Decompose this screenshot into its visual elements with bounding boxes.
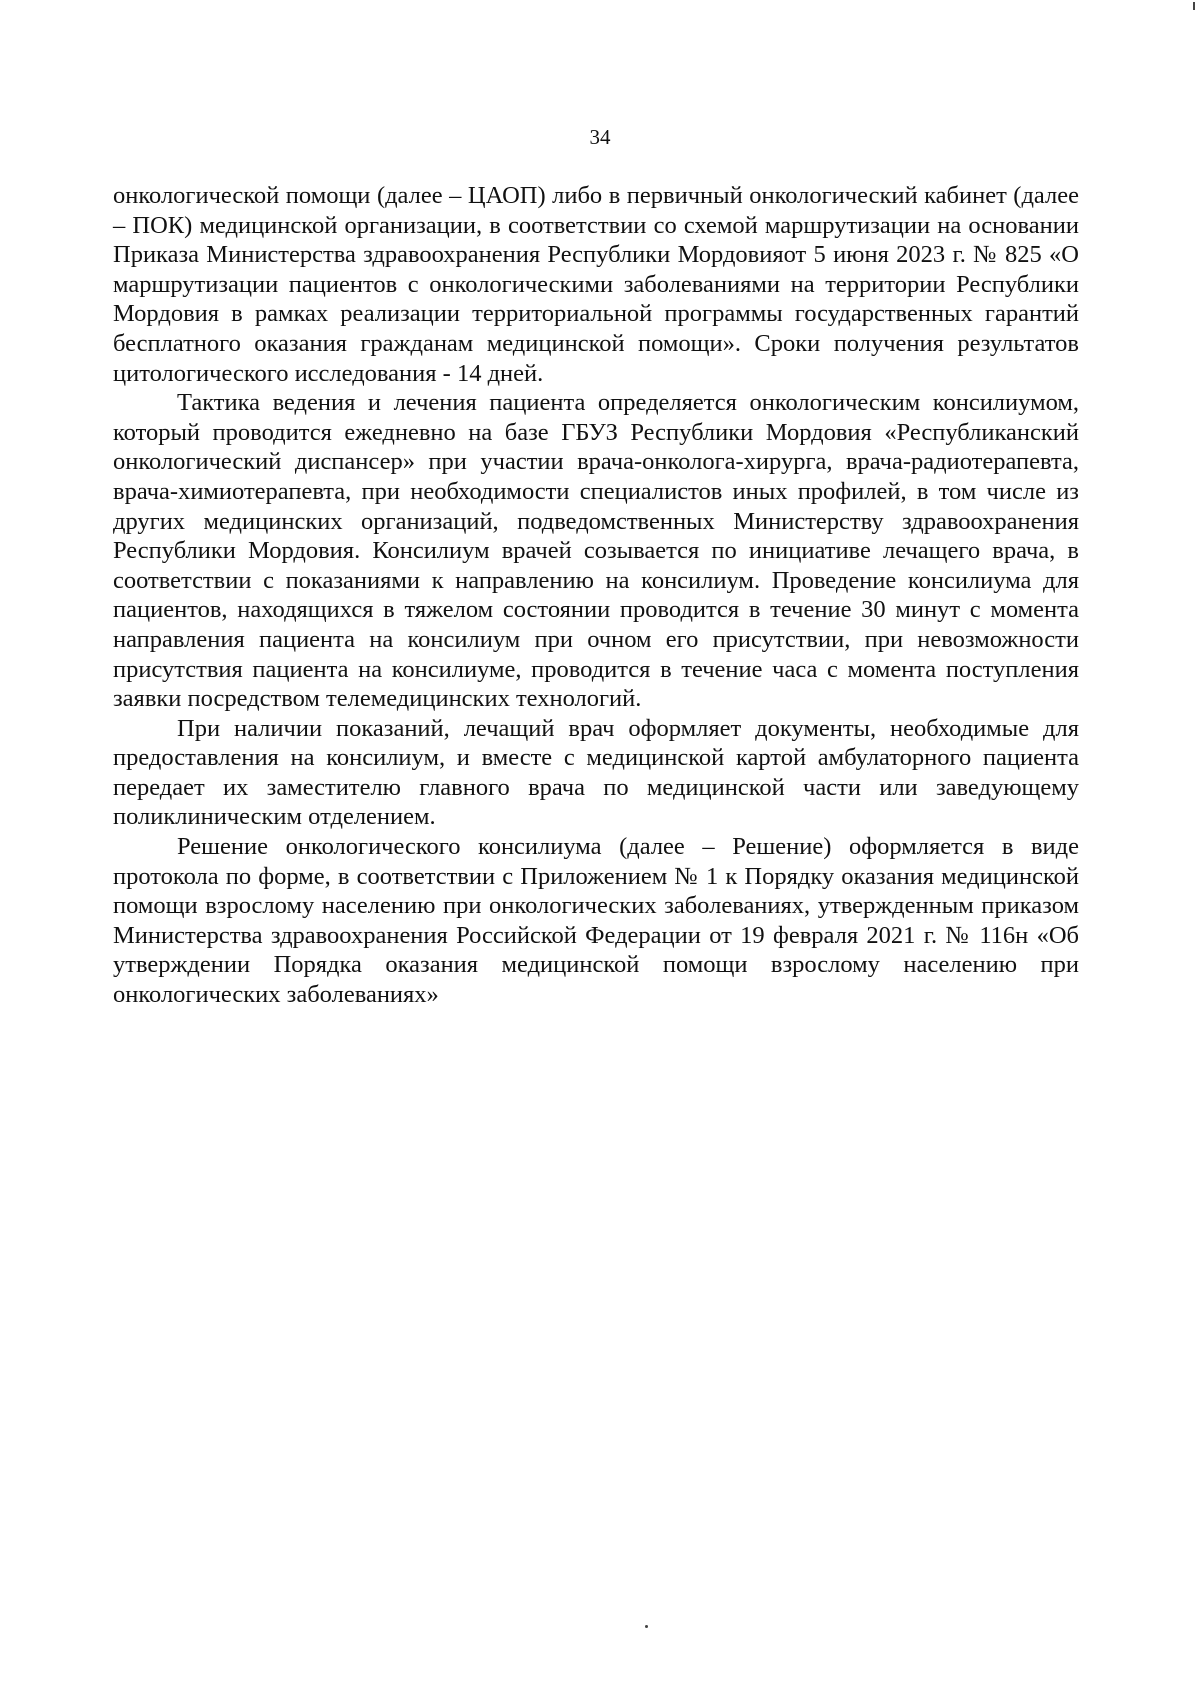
- page-number: 34: [589, 125, 611, 149]
- document-body: [113, 181, 1079, 1010]
- scan-speck: [645, 1625, 648, 1628]
- paragraph-documents: При наличии показаний, лечащий врач оформляет документы, необходимые для предоставления на консилиум, и вместе с медицинской картой амбулаторного пациента передает их заместителю главного врача по медицинской части или заведующему поликлиническим отделением.: [113, 714, 1079, 831]
- paragraph-consilium-tactics: Тактика ведения и лечения пациента определяется онкологическим консилиумом, который проводится ежедневно на базе ГБУЗ Республики Мордовия «Республиканский онкологический диспансер» при участии врача-онколога-хирурга, врача-радиотерапевта, врача-химиотерапевта, при необходимости специалистов иных профилей, в том числе из других медицинских организаций, подведомственных Министерству здравоохранения Республики Мордовия. Консилиум врачей созывается по инициативе лечащего врача, в соответствии с показаниями к направлению на консилиум. Проведение консилиума для пациентов, находящихся в тяжелом состоянии проводится в течение 30 минут с момента направления пациента на консилиум при очном его присутствии, при невозможности присутствия пациента на консилиуме, проводится в течение часа с момента поступления заявки посредством телемедицинских технологий.: [113, 389, 1079, 713]
- scan-speck: [1193, 2, 1195, 10]
- paragraph-decision-protocol: Решение онкологического консилиума (далее – Решение) оформляется в виде протокола по форме, в соответствии с Приложением № 1 к Порядку оказания медицинской помощи взрослому населению при онкологических заболеваниях, утвержденным приказом Министерства здравоохранения Российской Федерации от 19 февраля 2021 г. № 116н «Об утверждении Порядка оказания медицинской помощи взрослому населению при онкологических заболеваниях»: [113, 833, 1079, 1009]
- paragraph-continuation: онкологической помощи (далее – ЦАОП) либо в первичный онкологический кабинет (далее – ПОК) медицинской организации, в соответствии со схемой маршрутизации на основании Приказа Министерства здравоохранения Республики Мордовияот 5 июня 2023 г. № 825 «О маршрутизации пациентов с онкологическими заболеваниями на территории Республики Мордовия в рамках реализации территориальной программы государственных гарантий бесплатного оказания гражданам медицинской помощи». Сроки получения результатов цитологического исследования - 14 дней.: [113, 182, 1079, 387]
